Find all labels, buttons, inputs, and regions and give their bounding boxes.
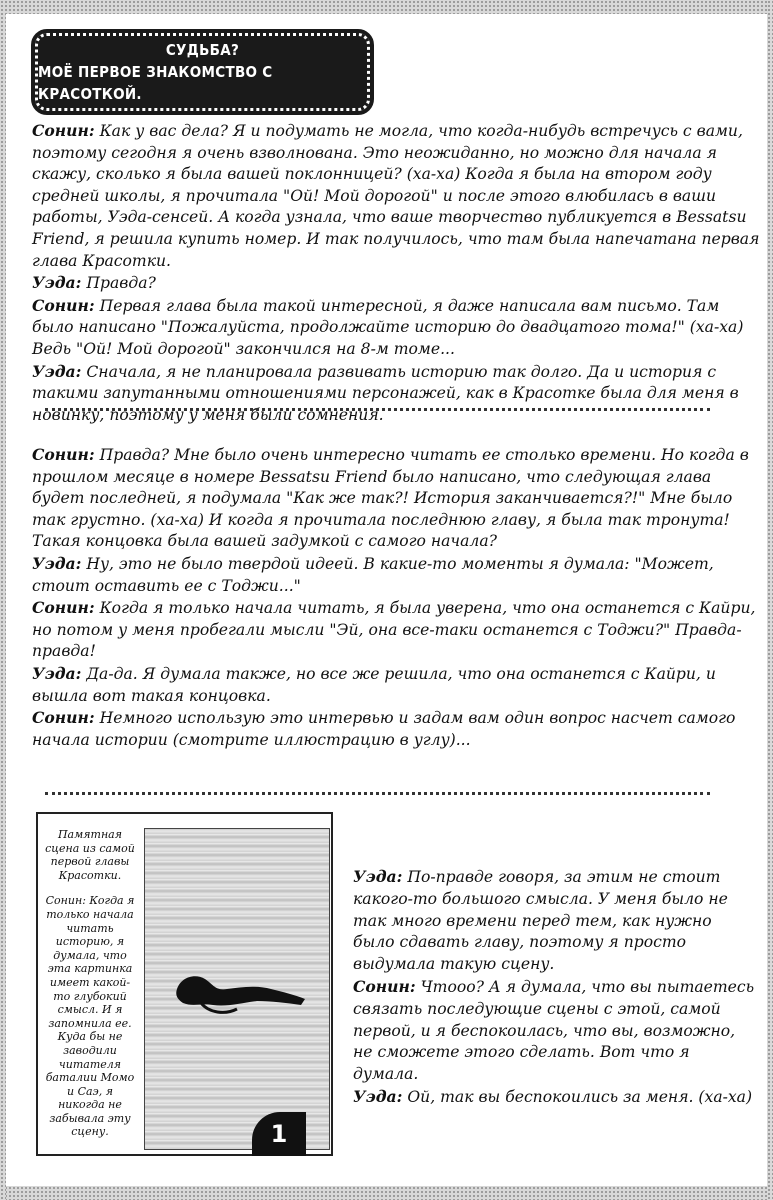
dialogue-text: Ну, это не было твердой идеей. В какие-то моменты я думала: "Может, стоит оставить ее с Тоджи..." [32,554,714,595]
dialogue-line [353,866,758,976]
dialogue-line [353,976,758,1086]
dialogue-text: Чтооо? А я думала, что вы пытаетесь связать последующие сцены с этой, самой первой, и я беспокоилась, что вы, возможно, не сможете этого сделать. Вот что я думала. [353,977,755,1084]
speaker-label: Сонин: [353,976,416,996]
speaker-label: Сонин: [32,445,95,464]
dialogue-text: Немного использую это интервью и задам вам один вопрос насчет самого начала истории (смотрите иллюстрацию в углу)... [32,709,736,749]
left-screentone-border [0,0,6,1200]
speaker-label: Уэда: [32,361,82,381]
speaker-label: Сонин: [32,708,95,728]
dialogue-line [32,444,762,553]
dialogue-line [32,597,762,663]
dialogue-text: Ой, так вы беспокоились за меня. (ха-ха) [402,1087,753,1106]
dialogue-line [32,663,762,707]
interview-block-2 [32,444,762,751]
speaker-label: Уэда: [32,273,82,293]
section-title-box [35,33,370,111]
dialogue-text: Как у вас дела? Я и подумать не могла, что когда-нибудь встречусь с вами, поэтому сегодня я очень взволнована. Это неожиданно, но можно для начала я скажу, сколько я была вашей поклонницей? (ха-ха) Когда я была на втором году средней школы, я прочитала "Ой! Мой дорогой" и после этого влюбилась в ваши работы, Уэда-сенсей. А когда узнала, что ваше творчество публикуется в Bessatsu Friend, я решила купить номер. И так получилось, что там была напечатана первая глава Красотки. [32,122,760,270]
speaker-label: Сонин: [32,295,95,315]
right-screentone-border [767,0,773,1200]
speaker-label: Уэда: [32,553,82,573]
manga-panel-image [144,828,330,1150]
dialogue-text: Когда я только начала читать, я была уверена, что она останется с Кайри, но потом у меня пробегали мысли "Эй, она все-таки останется с Тоджи?" Правда-правда! [32,599,756,661]
title-line-1: СУДЬБА? [165,41,240,59]
dialogue-line [32,120,762,272]
dotted-divider [45,408,710,411]
top-screentone-border [0,0,773,14]
dialogue-line [32,272,762,295]
dialogue-text: Правда? Мне было очень интересно читать ее столько времени. Но когда в прошлом месяце в номере Bessatsu Friend было написано, что следующая глава будет последней, я подумала "Как же так?! История заканчивается?!" Мне было так грустно. (ха-ха) И когда я прочитала последнюю главу, я была так тронута! Такая концовка была вашей задумкой с самого начала? [32,446,749,551]
dialogue-text: Да-да. Я думала также, но все же решила, что она останется с Кайри, и вышла вот такая концовка. [32,664,716,705]
speaker-label: Сонин: [32,121,95,140]
illustration-caption [44,828,136,1151]
speaker-label: Уэда: [32,663,82,683]
bottom-screentone-border [0,1186,773,1200]
speaker-label: Уэда: [353,867,403,886]
dialogue-text: Сначала, я не планировала развивать историю так долго. Да и история с такими запутанными отношениями персонажей, как в Красотке была для меня в новинку, поэтому у меня были сомнения. [32,362,739,424]
dialogue-line [353,1086,758,1109]
dialogue-text: По-правде говоря, за этим не стоит какого-то большого смысла. У меня было не так много времени перед тем, как нужно было сдавать главу, поэтому я просто выдумала такую сцену. [353,868,728,974]
dialogue-line [32,553,762,597]
dialogue-text: Правда? [81,274,156,293]
speaker-label: Сонин: [32,598,95,618]
caption-text: Сонин: Когда я только начала читать историю, я думала, что эта картинка имеет какой-то глубокий смысл. И я запомнила ее. Куда бы не заводили читателя баталии Момо и Саэ, я никогда не забывала эту сцену. [45,894,135,1139]
interview-block-1 [32,120,762,426]
dialogue-text: Первая глава была такой интересной, я даже написала вам письмо. Там было написано "Пожалуйста, продолжайте историю до двадцатого тома!" (ха-ха) Ведь "Ой! Мой дорогой" закончился на 8-м томе... [32,296,744,358]
dialogue-line [32,361,762,427]
dotted-divider [45,792,710,795]
dialogue-line [32,707,762,751]
reclining-figure-icon [171,959,311,1019]
caption-title: Памятная сцена из самой первой главы Красотки. [45,828,135,882]
illustration-frame [36,812,333,1156]
interview-block-3 [353,866,758,1109]
page-number-badge: 1 [252,1112,306,1156]
title-line-2: МОЁ ПЕРВОЕ ЗНАКОМСТВО С КРАСОТКОЙ. [38,63,273,103]
speaker-label: Уэда: [353,1086,403,1106]
dialogue-line [32,295,762,361]
